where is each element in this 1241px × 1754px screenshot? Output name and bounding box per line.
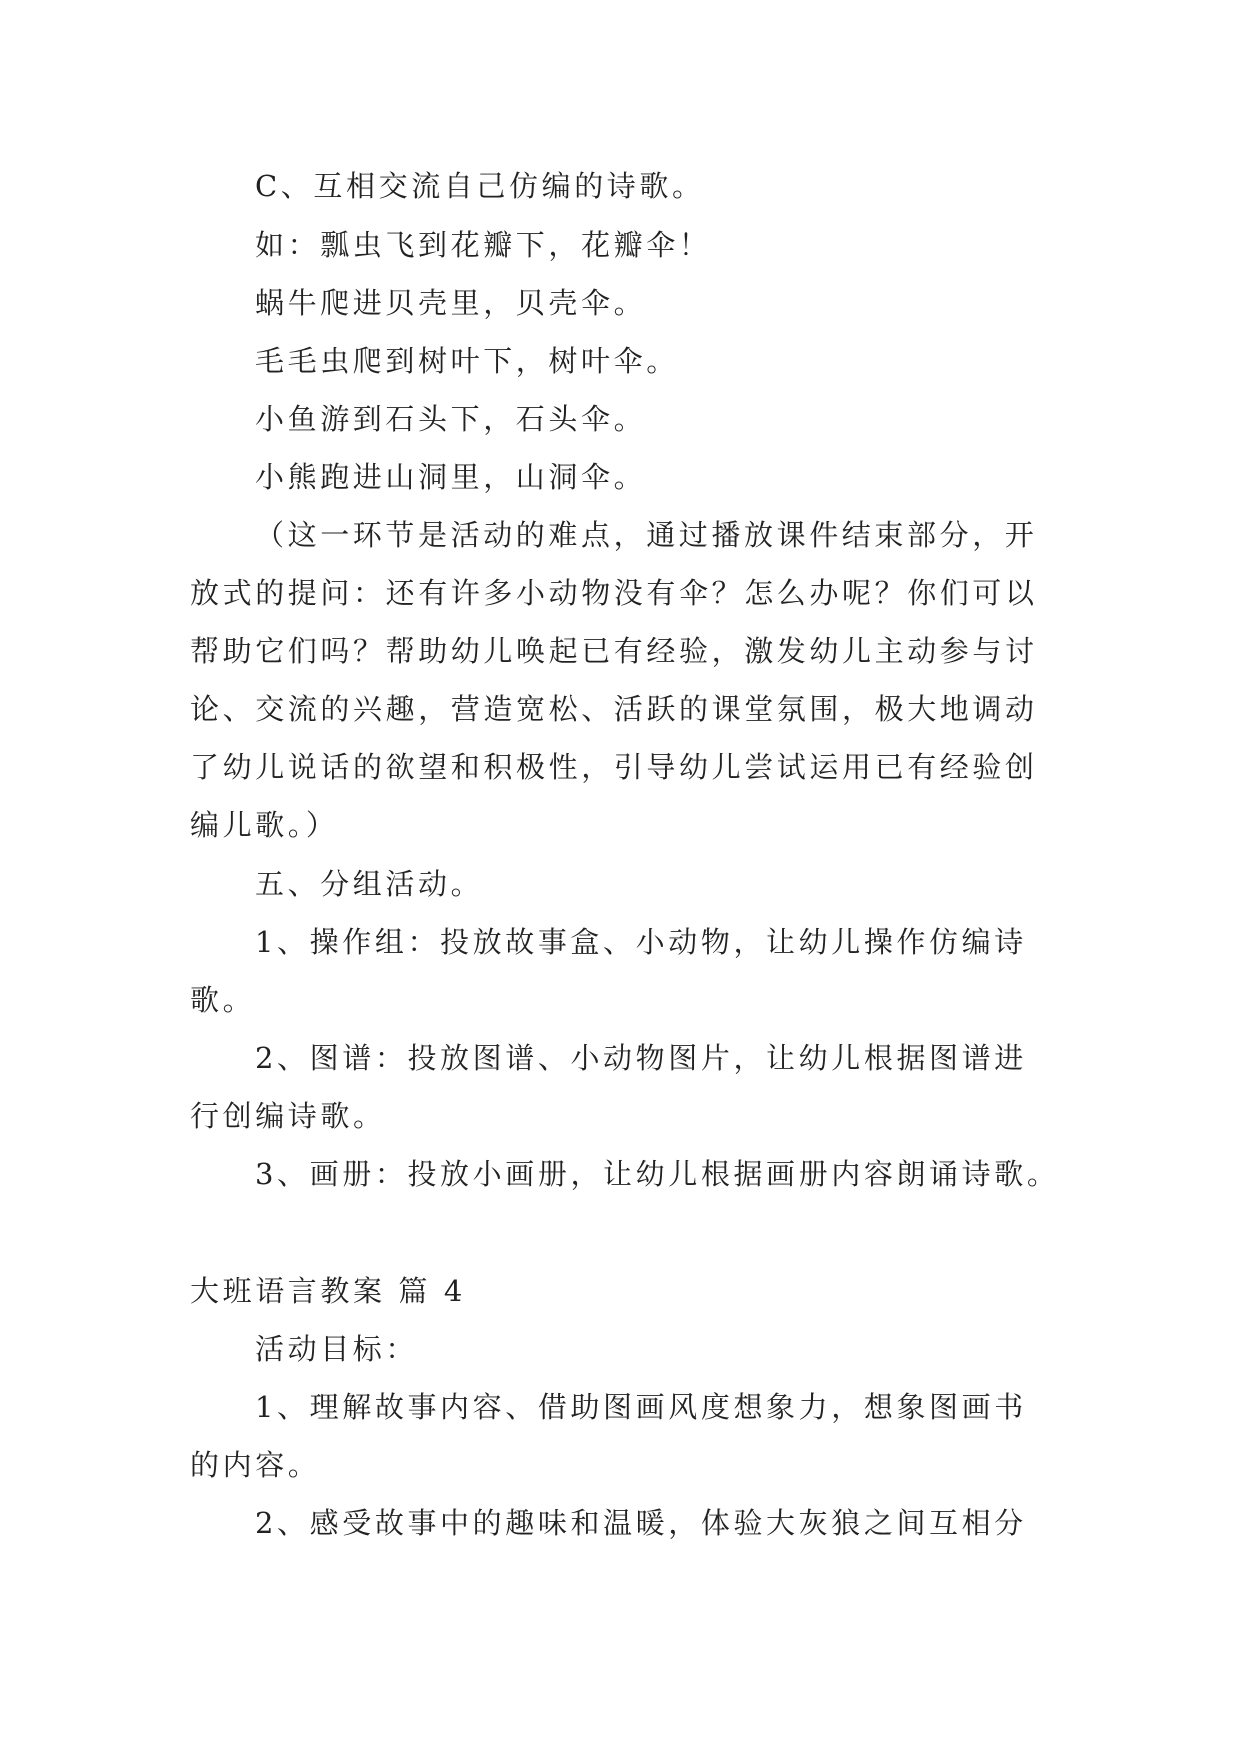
paragraph-line: 3、画册：投放小画册，让幼儿根据画册内容朗诵诗歌。 bbox=[255, 1157, 1060, 1191]
paragraph-line: C、互相交流自己仿编的诗歌。 bbox=[255, 169, 705, 203]
paragraph-line: 小鱼游到石头下，石头伞。 bbox=[255, 402, 647, 436]
paragraph-line: 帮助它们吗？帮助幼儿唤起已有经验，激发幼儿主动参与讨 bbox=[190, 634, 1038, 668]
article-title: 大班语言教案 篇 4 bbox=[190, 1274, 466, 1308]
paragraph-line: （这一环节是活动的难点，通过播放课件结束部分，开 bbox=[255, 518, 1038, 552]
paragraph-line: 行创编诗歌。 bbox=[190, 1099, 386, 1133]
paragraph-line: 1、理解故事内容、借助图画风度想象力，想象图画书 bbox=[255, 1390, 1027, 1424]
paragraph-line: 的内容。 bbox=[190, 1448, 321, 1482]
paragraph-line: 歌。 bbox=[190, 983, 256, 1017]
paragraph-line: 放式的提问：还有许多小动物没有伞？怎么办呢？你们可以 bbox=[190, 576, 1038, 610]
paragraph-line: 如：瓢虫飞到花瓣下，花瓣伞！ bbox=[255, 228, 712, 262]
paragraph-line: 编儿歌。） bbox=[190, 808, 339, 842]
paragraph-line: 了幼儿说话的欲望和积极性，引导幼儿尝试运用已有经验创 bbox=[190, 750, 1038, 784]
paragraph-line: 小熊跑进山洞里，山洞伞。 bbox=[255, 460, 647, 494]
paragraph-line: 蜗牛爬进贝壳里，贝壳伞。 bbox=[255, 286, 647, 320]
paragraph-line: 1、操作组：投放故事盒、小动物，让幼儿操作仿编诗 bbox=[255, 925, 1027, 959]
section-heading: 五、分组活动。 bbox=[255, 867, 484, 901]
paragraph-line: 2、感受故事中的趣味和温暖，体验大灰狼之间互相分 bbox=[255, 1506, 1027, 1540]
section-heading: 活动目标： bbox=[255, 1332, 419, 1366]
paragraph-line: 2、图谱：投放图谱、小动物图片，让幼儿根据图谱进 bbox=[255, 1041, 1027, 1075]
paragraph-line: 论、交流的兴趣，营造宽松、活跃的课堂氛围，极大地调动 bbox=[190, 692, 1038, 726]
paragraph-line: 毛毛虫爬到树叶下，树叶伞。 bbox=[255, 344, 679, 378]
